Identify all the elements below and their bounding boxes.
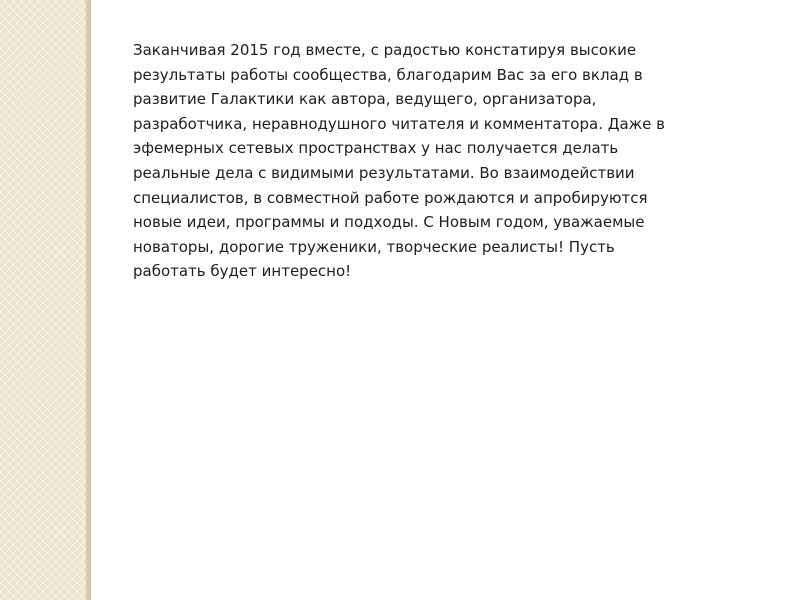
decorative-side-band — [0, 0, 86, 600]
side-band-border — [86, 0, 91, 600]
slide-body-text: Заканчивая 2015 год вместе, с радостью констатируя высокие результаты работы сообщества, благодарим Вас за его вклад в развитие Галактики как автора, ведущего, организатора, разработчика, неравнодушного читателя и комментатора. Даже в эфемерных сетевых пространствах у нас получается делать реальные дела с видимыми результатами. Во взаимодействии специалистов, в совместной работе рождаются и апробируются новые идеи, программы и подходы. С Новым годом, уважаемые новаторы, дорогие труженики, творческие реалисты! Пусть работать будет интересно! — [133, 41, 665, 281]
